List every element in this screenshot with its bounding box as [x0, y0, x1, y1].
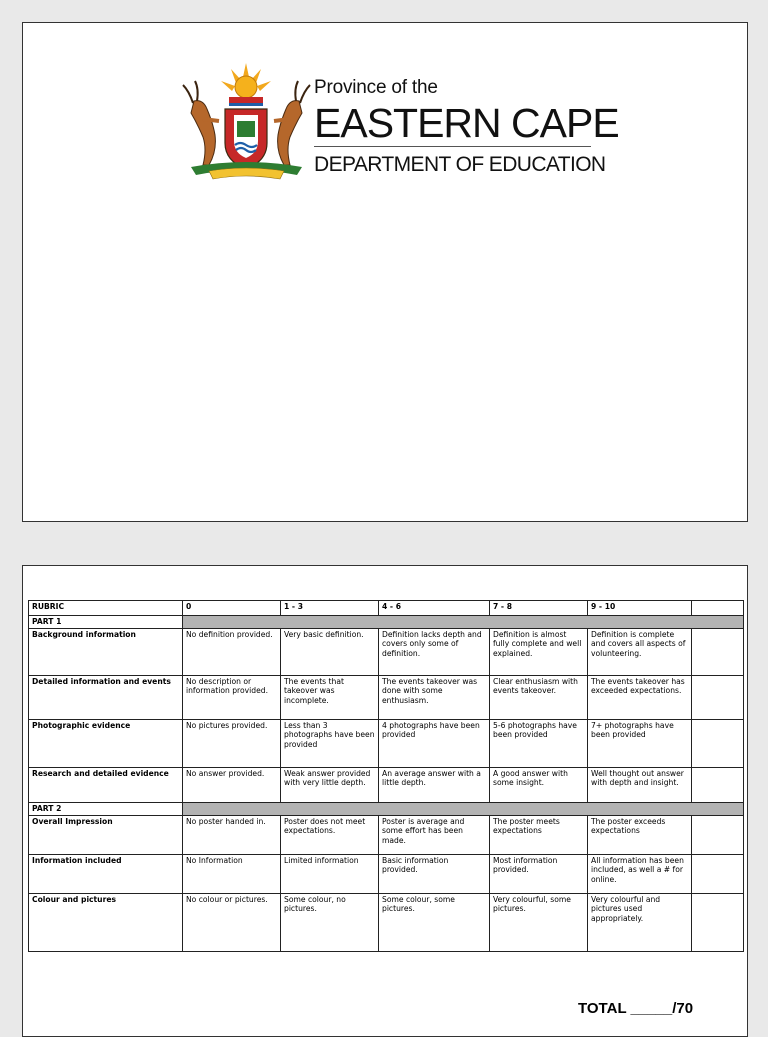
- table-row: [29, 894, 744, 952]
- coat-of-arms-icon: [179, 61, 314, 185]
- part-row: [29, 803, 744, 816]
- criterion-cell: Colour and pictures: [29, 894, 183, 952]
- score-cell: The poster exceeds expectations: [588, 816, 692, 855]
- score-cell: 5-6 photographs have been provided: [490, 720, 588, 768]
- score-cell: Weak answer provided with very little depth.: [281, 768, 379, 803]
- score-cell: The events takeover was done with some enthusiasm.: [379, 676, 490, 720]
- score-cell: Most information provided.: [490, 855, 588, 894]
- score-cell: The events that takeover was incomplete.: [281, 676, 379, 720]
- criterion-cell: Overall Impression: [29, 816, 183, 855]
- score-cell: Well thought out answer with depth and insight.: [588, 768, 692, 803]
- table-row: [29, 768, 744, 803]
- score-cell: No pictures provided.: [183, 720, 281, 768]
- rubric-table: [28, 600, 744, 952]
- department-name: DEPARTMENT OF EDUCATION: [314, 153, 606, 176]
- total-score: [578, 1000, 693, 1017]
- province-name: EASTERN CAPE: [314, 100, 619, 146]
- score-cell: Basic information provided.: [379, 855, 490, 894]
- score-cell: Some colour, some pictures.: [379, 894, 490, 952]
- score-cell: Very colourful and pictures used appropriately.: [588, 894, 692, 952]
- cover-page: [22, 22, 748, 522]
- mark-cell: [692, 629, 744, 676]
- score-cell: All information has been included, as well a # for online.: [588, 855, 692, 894]
- score-cell: No description or information provided.: [183, 676, 281, 720]
- table-row: [29, 816, 744, 855]
- total-blank: _____: [630, 1000, 673, 1017]
- score-cell: 4 photographs have been provided: [379, 720, 490, 768]
- department-logo: [179, 61, 619, 185]
- header-cell: 7 - 8: [490, 601, 588, 616]
- header-cell: 1 - 3: [281, 601, 379, 616]
- header-cell: 9 - 10: [588, 601, 692, 616]
- table-row: [29, 676, 744, 720]
- mark-cell: [692, 855, 744, 894]
- criterion-cell: Background information: [29, 629, 183, 676]
- header-cell: 0: [183, 601, 281, 616]
- wordmark-divider: [314, 146, 591, 147]
- score-cell: Clear enthusiasm with events takeover.: [490, 676, 588, 720]
- table-row: [29, 720, 744, 768]
- part-shade: [183, 803, 744, 816]
- score-cell: Very colourful, some pictures.: [490, 894, 588, 952]
- score-cell: No colour or pictures.: [183, 894, 281, 952]
- score-cell: Poster does not meet expectations.: [281, 816, 379, 855]
- score-cell: No poster handed in.: [183, 816, 281, 855]
- score-cell: Poster is average and some effort has been made.: [379, 816, 490, 855]
- score-cell: Very basic definition.: [281, 629, 379, 676]
- province-line: Province of the: [314, 77, 438, 98]
- score-cell: 7+ photographs have been provided: [588, 720, 692, 768]
- mark-cell: [692, 676, 744, 720]
- score-cell: The events takeover has exceeded expectations.: [588, 676, 692, 720]
- score-cell: An average answer with a little depth.: [379, 768, 490, 803]
- score-cell: No definition provided.: [183, 629, 281, 676]
- part-shade: [183, 616, 744, 629]
- total-label: TOTAL: [578, 1000, 627, 1017]
- mark-cell: [692, 894, 744, 952]
- score-cell: A good answer with some insight.: [490, 768, 588, 803]
- mark-cell: [692, 768, 744, 803]
- rubric-page: [22, 565, 748, 1037]
- header-cell: [692, 601, 744, 616]
- score-cell: The poster meets expectations: [490, 816, 588, 855]
- score-cell: No Information: [183, 855, 281, 894]
- part-label: PART 2: [29, 803, 183, 816]
- score-cell: Limited information: [281, 855, 379, 894]
- criterion-cell: Photographic evidence: [29, 720, 183, 768]
- criterion-cell: Detailed information and events: [29, 676, 183, 720]
- rubric-header-row: [29, 601, 744, 616]
- part-row: [29, 616, 744, 629]
- criterion-cell: Research and detailed evidence: [29, 768, 183, 803]
- mark-cell: [692, 720, 744, 768]
- mark-cell: [692, 816, 744, 855]
- header-cell: RUBRIC: [29, 601, 183, 616]
- header-cell: 4 - 6: [379, 601, 490, 616]
- table-row: [29, 855, 744, 894]
- table-row: [29, 629, 744, 676]
- criterion-cell: Information included: [29, 855, 183, 894]
- score-cell: Definition is almost fully complete and well explained.: [490, 629, 588, 676]
- score-cell: Definition lacks depth and covers only some of definition.: [379, 629, 490, 676]
- score-cell: Some colour, no pictures.: [281, 894, 379, 952]
- score-cell: Definition is complete and covers all aspects of volunteering.: [588, 629, 692, 676]
- part-label: PART 1: [29, 616, 183, 629]
- total-max: /70: [672, 1000, 694, 1017]
- score-cell: No answer provided.: [183, 768, 281, 803]
- score-cell: Less than 3 photographs have been provided: [281, 720, 379, 768]
